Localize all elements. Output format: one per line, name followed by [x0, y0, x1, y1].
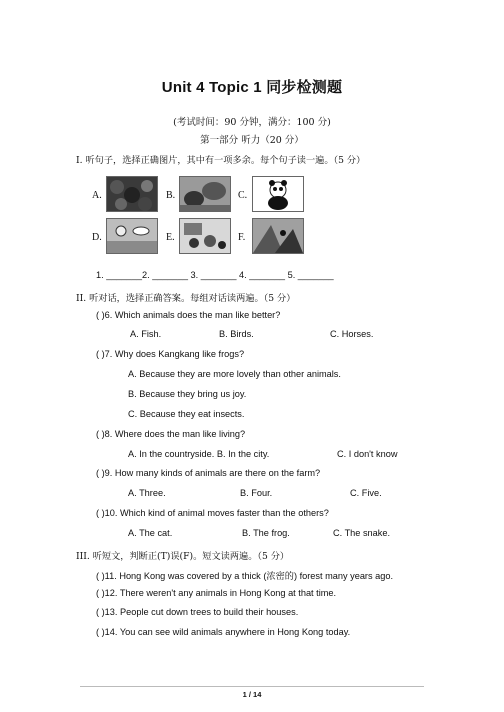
q10-option-c: C. The snake. [333, 528, 391, 538]
sun-cloud-drawing-icon [106, 218, 158, 254]
section2-heading: II. 听对话，选择正确答案。每组对话读两遍。（5 分） [76, 293, 296, 304]
q7-option-b: B. Because they bring us joy. [128, 389, 247, 399]
flowers-photo-icon [106, 176, 158, 212]
climbing-photo-icon [252, 218, 304, 254]
q6-option-b: B. Birds. [219, 329, 254, 339]
q9-option-b: B. Four. [240, 488, 273, 498]
part-one-heading: 第一部分 听力（20 分） [200, 135, 304, 146]
section3-heading: III. 听短文，判断正(T)误(F)。短文读两遍。（5 分） [76, 551, 290, 562]
page-title: Unit 4 Topic 1 同步检测题 [161, 79, 343, 96]
question-8: ( )8. Where does the man like living? [96, 429, 246, 439]
q10-option-a: A. The cat. [128, 528, 173, 538]
q8-option-c: C. I don't know [337, 449, 398, 459]
picture-label-a: A. [92, 190, 102, 201]
q9-option-a: A. Three. [128, 488, 166, 498]
picture-label-c: C. [238, 190, 248, 201]
panda-photo-icon [252, 176, 304, 212]
q6-option-c: C. Horses. [330, 329, 374, 339]
section1-heading: I. 听句子，选择正确图片，其中有一项多余。每个句子读一遍。（5 分） [76, 155, 366, 166]
picture-label-f: F. [238, 232, 246, 243]
exam-info: (考试时间：90 分钟，满分：100 分) [173, 117, 331, 128]
picture-label-d: D. [92, 232, 102, 243]
page-number: 1 / 14 [242, 690, 262, 699]
q7-option-c: C. Because they eat insects. [128, 409, 245, 419]
q8-options-ab: A. In the countryside. B. In the city. [128, 449, 270, 459]
q7-option-a: A. Because they are more lovely than other animals. [128, 369, 341, 379]
question-12: ( )12. There weren't any animals in Hong Kong at that time. [96, 588, 337, 598]
question-9: ( )9. How many kinds of animals are there on the farm? [96, 468, 321, 478]
animals-photo-icon [179, 176, 231, 212]
question-13: ( )13. People cut down trees to build their houses. [96, 607, 299, 617]
picture-label-e: E. [166, 232, 175, 243]
footer-divider [80, 686, 424, 687]
question-10: ( )10. Which kind of animal moves faster than the others? [96, 508, 329, 518]
answer-blanks: 1. _______2. _______ 3. _______ 4. _______ 5. _______ [96, 270, 334, 280]
question-14: ( )14. You can see wild animals anywhere in Hong Kong today. [96, 627, 351, 637]
farm-animals-photo-icon [179, 218, 231, 254]
q10-option-b: B. The frog. [242, 528, 290, 538]
question-6: ( )6. Which animals does the man like better? [96, 310, 281, 320]
picture-label-b: B. [166, 190, 176, 201]
picture-grid [92, 176, 322, 258]
question-11: ( )11. Hong Kong was covered by a thick (浓密的) forest many years ago. [96, 571, 394, 581]
question-7: ( )7. Why does Kangkang like frogs? [96, 349, 245, 359]
q6-option-a: A. Fish. [130, 329, 162, 339]
q9-option-c: C. Five. [350, 488, 382, 498]
